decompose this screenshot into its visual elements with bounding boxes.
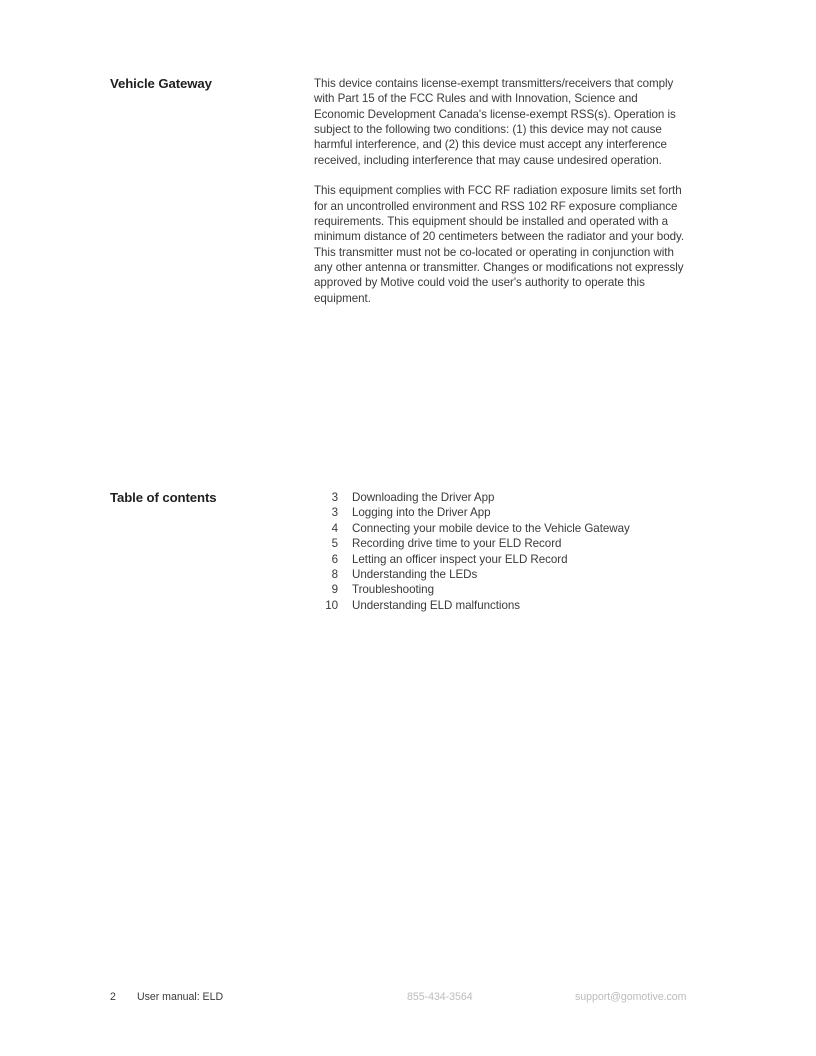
toc-page-number: 5: [331, 537, 338, 551]
toc-entry-title: Troubleshooting: [352, 583, 434, 597]
table-of-contents-body: [314, 490, 686, 613]
list-item[interactable]: [314, 505, 686, 520]
toc-page-number: 6: [331, 552, 338, 566]
toc-entry-title: Logging into the Driver App: [352, 506, 491, 520]
footer-document-title: User manual: ELD: [137, 991, 224, 1003]
toc-entry-title: Understanding the LEDs: [352, 567, 478, 581]
table-of-contents-list: [314, 490, 686, 613]
toc-page-number: 3: [331, 491, 338, 504]
vehicle-gateway-section: [110, 76, 708, 306]
toc-entry-title: Letting an officer inspect your ELD Record: [352, 552, 568, 566]
footer-support-email[interactable]: support@gomotive.com: [575, 991, 687, 1003]
list-item[interactable]: [314, 490, 686, 505]
footer-phone-number[interactable]: 855-434-3564: [407, 991, 473, 1003]
toc-page-number: 3: [331, 506, 338, 520]
vehicle-gateway-body: [314, 76, 686, 306]
table-of-contents-section: [110, 490, 708, 613]
vehicle-gateway-heading: Vehicle Gateway: [110, 76, 212, 91]
list-item[interactable]: [314, 598, 686, 613]
toc-entry-title: Downloading the Driver App: [352, 491, 495, 504]
compliance-paragraph: This equipment complies with FCC RF radiation exposure limits set forth for an uncontrolled environment and RSS 102 RF exposure compliance requirements. This equipment should be installed and operated with a minimum distance of 20 centimeters between the radiator and your body. This transmitter must not be co-located or operating in conjunction with any other antenna or transmitter. Changes or modifications not expressly approved by Motive could void the user's authority to operate this equipment.: [314, 184, 685, 305]
toc-page-number: 4: [331, 521, 338, 535]
table-of-contents-heading: Table of contents: [110, 490, 217, 505]
compliance-paragraph: This device contains license-exempt transmitters/receivers that comply with Part 15 of the FCC Rules and with Innovation, Science and Economic Development Canada's license-exempt RSS(s). Operation is subject to the following two conditions: (1) this device may not cause harmful interference, and (2) this device must accept any interference received, including interference that may cause undesired operation.: [314, 77, 676, 167]
list-item[interactable]: [314, 582, 686, 597]
list-item[interactable]: [314, 536, 686, 551]
list-item[interactable]: [314, 521, 686, 536]
footer-page-number: 2: [110, 991, 116, 1003]
page-footer: [110, 989, 708, 1005]
toc-page-number: 10: [325, 598, 338, 612]
list-item[interactable]: [314, 552, 686, 567]
toc-page-number: 9: [331, 583, 338, 597]
toc-entry-title: Understanding ELD malfunctions: [352, 598, 520, 612]
toc-entry-title: Connecting your mobile device to the Vehicle Gateway: [352, 521, 630, 535]
toc-page-number: 8: [331, 567, 338, 581]
toc-entry-title: Recording drive time to your ELD Record: [352, 537, 562, 551]
list-item[interactable]: [314, 567, 686, 582]
